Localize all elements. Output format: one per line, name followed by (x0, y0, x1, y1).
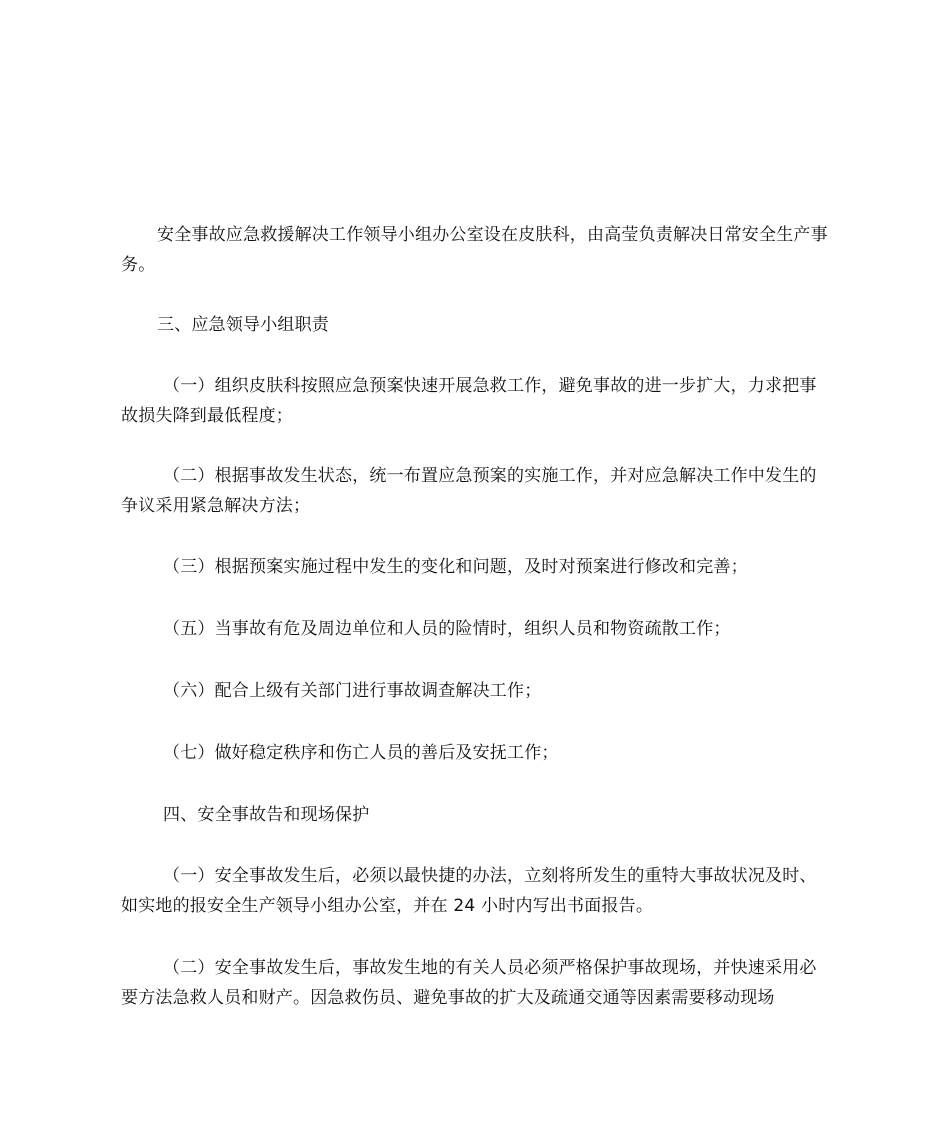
paragraph-duty-5: （五）当事故有危及周边单位和人员的险情时，组织人员和物资疏散工作； (163, 619, 731, 639)
paragraph-duty-6: （六）配合上级有关部门进行事故调查解决工作； (163, 681, 542, 701)
paragraph-duty-3: （三）根据预案实施过程中发生的变化和问题，及时对预案进行修改和完善； (163, 557, 748, 577)
heading-section-4: 四、安全事故告和现场保护 (163, 805, 370, 825)
paragraph-office-setup: 安全事故应急救援解决工作领导小组办公室设在皮肤科，由高莹负责解决日常安全生产事务。 (121, 225, 828, 275)
paragraph-duty-7: （七）做好稳定秩序和伤亡人员的善后及安抚工作； (163, 743, 559, 763)
paragraph-duty-1: （一）组织皮肤科按照应急预案快速开展急救工作，避免事故的进一步扩大，力求把事故损失降到最低程度； (121, 376, 817, 426)
heading-section-3: 三、应急领导小组职责 (157, 315, 329, 335)
paragraph-report-1: （一）安全事故发生后，必须以最快捷的办法，立刻将所发生的重特大事故状况及时、如实地的报安全生产领导小组办公室，并在 24 小时内写出书面报告。 (121, 866, 817, 916)
paragraph-report-2: （二）安全事故发生后，事故发生地的有关人员必须严格保护事故现场，并快速采用必要方法急救人员和财产。因急救伤员、避免事故的扩大及疏通交通等因素需要移动现场 (121, 958, 817, 1008)
paragraph-duty-2: （二）根据事故发生状态，统一布置应急预案的实施工作，并对应急解决工作中发生的争议采用紧急解决方法； (121, 466, 817, 516)
